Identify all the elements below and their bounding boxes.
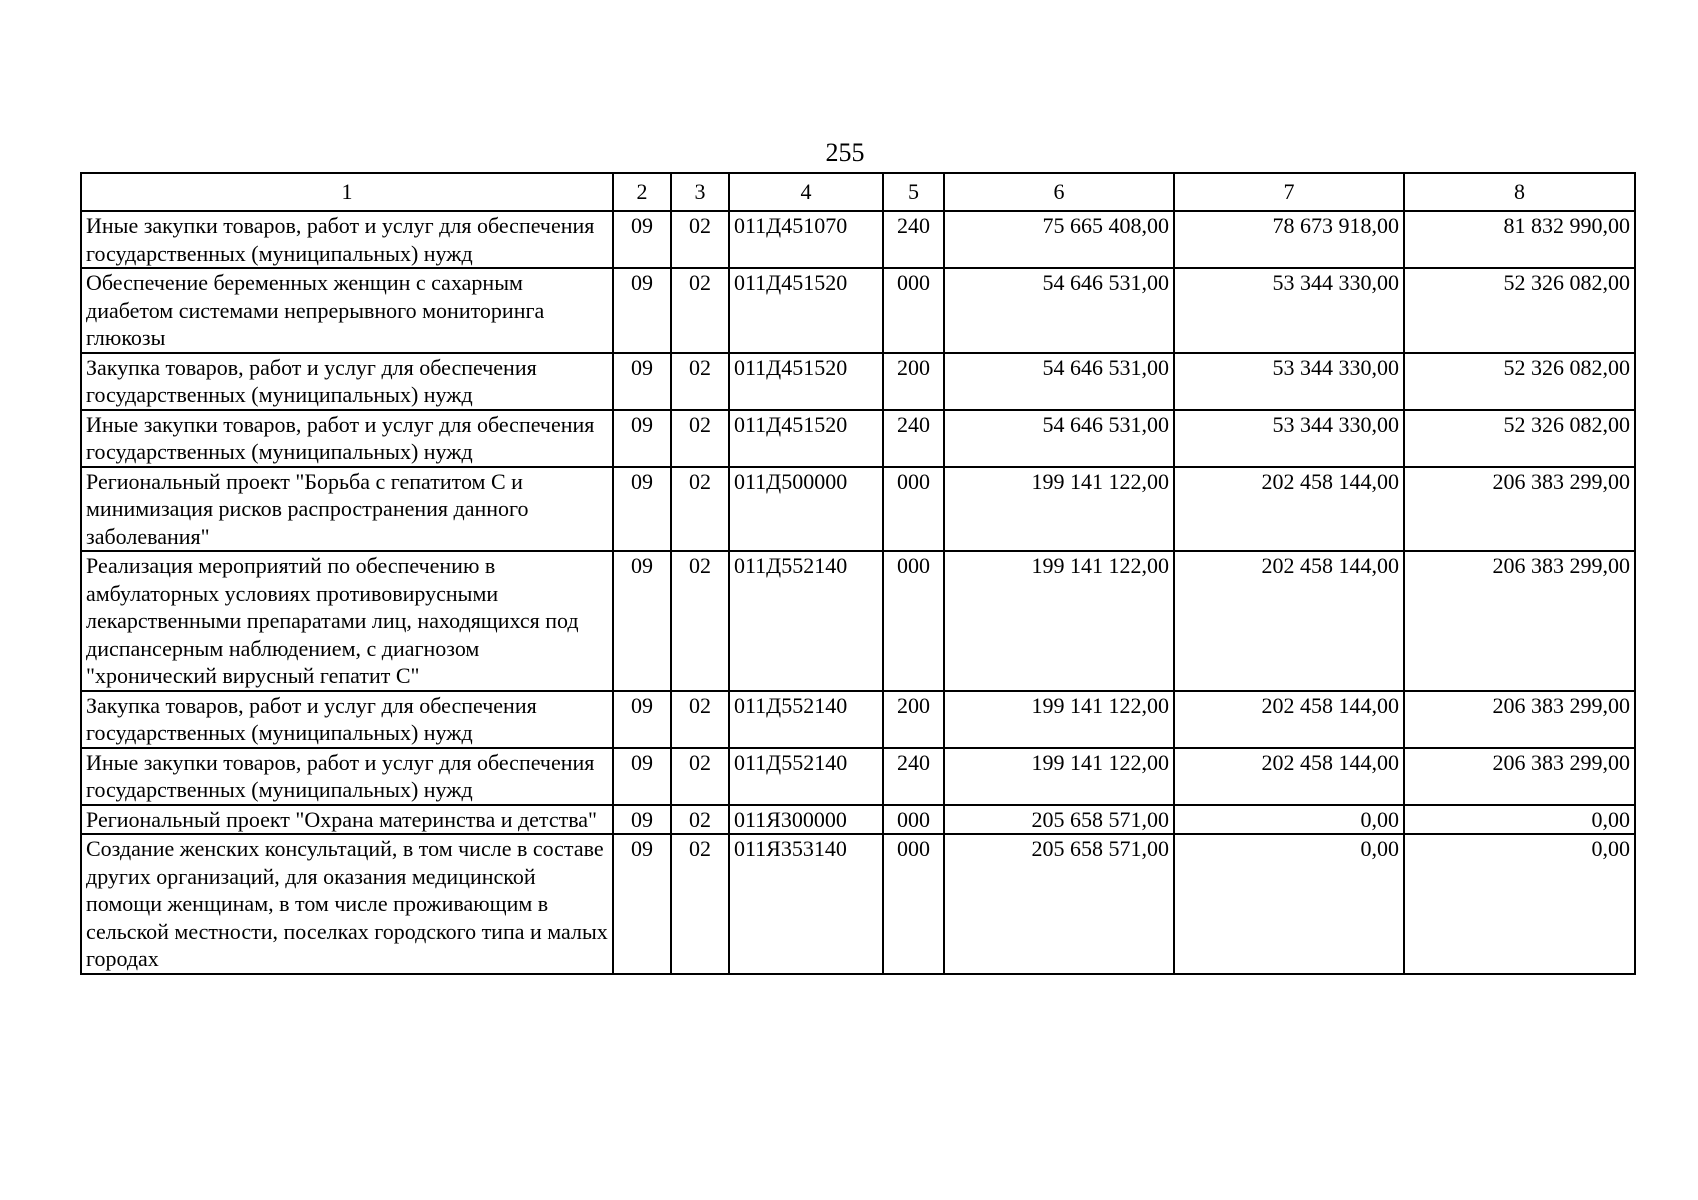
row-subsection-code: 02 [671, 211, 729, 268]
row-name: Иные закупки товаров, работ и услуг для обеспечения государственных (муниципальных) нужд [81, 410, 613, 467]
row-amount-col6: 54 646 531,00 [944, 353, 1174, 410]
row-section-code: 09 [613, 834, 671, 974]
row-amount-col6: 199 141 122,00 [944, 748, 1174, 805]
column-header-3: 3 [671, 173, 729, 211]
row-target-article: 011Д552140 [729, 691, 883, 748]
row-target-article: 011Д451520 [729, 268, 883, 353]
row-amount-col6: 199 141 122,00 [944, 467, 1174, 552]
row-amount-col7: 202 458 144,00 [1174, 467, 1404, 552]
row-amount-col7: 202 458 144,00 [1174, 691, 1404, 748]
row-expense-type: 240 [883, 410, 944, 467]
row-target-article: 011Д451520 [729, 410, 883, 467]
row-section-code: 09 [613, 410, 671, 467]
row-target-article: 011Д552140 [729, 748, 883, 805]
row-target-article: 011Я300000 [729, 805, 883, 835]
row-target-article: 011Д500000 [729, 467, 883, 552]
column-header-4: 4 [729, 173, 883, 211]
row-amount-col8: 52 326 082,00 [1404, 268, 1635, 353]
row-subsection-code: 02 [671, 748, 729, 805]
row-subsection-code: 02 [671, 353, 729, 410]
row-amount-col6: 205 658 571,00 [944, 834, 1174, 974]
row-amount-col6: 199 141 122,00 [944, 691, 1174, 748]
row-expense-type: 000 [883, 805, 944, 835]
row-subsection-code: 02 [671, 805, 729, 835]
row-amount-col6: 75 665 408,00 [944, 211, 1174, 268]
table-row [81, 211, 1635, 268]
row-amount-col8: 0,00 [1404, 834, 1635, 974]
row-amount-col7: 78 673 918,00 [1174, 211, 1404, 268]
table-body [81, 211, 1635, 974]
row-expense-type: 200 [883, 353, 944, 410]
column-header-6: 6 [944, 173, 1174, 211]
column-header-2: 2 [613, 173, 671, 211]
row-section-code: 09 [613, 467, 671, 552]
column-header-1: 1 [81, 173, 613, 211]
row-amount-col8: 206 383 299,00 [1404, 691, 1635, 748]
row-name: Реализация мероприятий по обеспечению в амбулаторных условиях противовирусными лекарственными препаратами лиц, находящихся под диспансерным наблюдением, с диагнозом "хронический вирусный гепатит С" [81, 551, 613, 691]
row-amount-col8: 206 383 299,00 [1404, 748, 1635, 805]
row-amount-col6: 205 658 571,00 [944, 805, 1174, 835]
table-row [81, 551, 1635, 691]
table-row [81, 834, 1635, 974]
column-header-5: 5 [883, 173, 944, 211]
row-expense-type: 000 [883, 834, 944, 974]
row-expense-type: 000 [883, 551, 944, 691]
budget-table [80, 172, 1636, 975]
row-amount-col8: 206 383 299,00 [1404, 551, 1635, 691]
row-target-article: 011Д451070 [729, 211, 883, 268]
row-amount-col8: 52 326 082,00 [1404, 353, 1635, 410]
row-amount-col8: 206 383 299,00 [1404, 467, 1635, 552]
row-expense-type: 000 [883, 467, 944, 552]
row-name: Иные закупки товаров, работ и услуг для обеспечения государственных (муниципальных) нужд [81, 748, 613, 805]
row-amount-col6: 199 141 122,00 [944, 551, 1174, 691]
row-amount-col7: 0,00 [1174, 834, 1404, 974]
row-section-code: 09 [613, 353, 671, 410]
row-expense-type: 240 [883, 748, 944, 805]
row-section-code: 09 [613, 268, 671, 353]
row-name: Закупка товаров, работ и услуг для обеспечения государственных (муниципальных) нужд [81, 353, 613, 410]
row-subsection-code: 02 [671, 551, 729, 691]
row-name: Региональный проект "Борьба с гепатитом С и минимизация рисков распространения данного заболевания" [81, 467, 613, 552]
table-row [81, 748, 1635, 805]
header-row [81, 173, 1635, 211]
row-name: Обеспечение беременных женщин с сахарным диабетом системами непрерывного мониторинга глюкозы [81, 268, 613, 353]
row-section-code: 09 [613, 551, 671, 691]
row-expense-type: 240 [883, 211, 944, 268]
table-row [81, 410, 1635, 467]
page-number [0, 138, 1698, 168]
row-target-article: 011Д451520 [729, 353, 883, 410]
page-number-text: 255 [825, 138, 865, 167]
row-amount-col8: 52 326 082,00 [1404, 410, 1635, 467]
row-section-code: 09 [613, 211, 671, 268]
row-subsection-code: 02 [671, 691, 729, 748]
row-subsection-code: 02 [671, 467, 729, 552]
column-header-8: 8 [1404, 173, 1635, 211]
row-section-code: 09 [613, 748, 671, 805]
row-target-article: 011Я353140 [729, 834, 883, 974]
row-amount-col8: 0,00 [1404, 805, 1635, 835]
row-expense-type: 200 [883, 691, 944, 748]
table-row [81, 467, 1635, 552]
row-amount-col7: 53 344 330,00 [1174, 268, 1404, 353]
row-subsection-code: 02 [671, 410, 729, 467]
row-amount-col8: 81 832 990,00 [1404, 211, 1635, 268]
row-expense-type: 000 [883, 268, 944, 353]
row-name: Иные закупки товаров, работ и услуг для обеспечения государственных (муниципальных) нужд [81, 211, 613, 268]
row-name: Закупка товаров, работ и услуг для обеспечения государственных (муниципальных) нужд [81, 691, 613, 748]
table-row [81, 268, 1635, 353]
row-amount-col7: 202 458 144,00 [1174, 551, 1404, 691]
table-row [81, 805, 1635, 835]
row-subsection-code: 02 [671, 834, 729, 974]
table-row [81, 691, 1635, 748]
row-name: Региональный проект "Охрана материнства и детства" [81, 805, 613, 835]
row-amount-col6: 54 646 531,00 [944, 410, 1174, 467]
row-section-code: 09 [613, 691, 671, 748]
row-name: Создание женских консультаций, в том числе в составе других организаций, для оказания медицинской помощи женщинам, в том числе проживающим в сельской местности, поселках городского типа и малых городах [81, 834, 613, 974]
row-subsection-code: 02 [671, 268, 729, 353]
row-amount-col7: 53 344 330,00 [1174, 353, 1404, 410]
column-header-7: 7 [1174, 173, 1404, 211]
row-target-article: 011Д552140 [729, 551, 883, 691]
row-amount-col7: 53 344 330,00 [1174, 410, 1404, 467]
row-amount-col7: 0,00 [1174, 805, 1404, 835]
row-amount-col6: 54 646 531,00 [944, 268, 1174, 353]
row-amount-col7: 202 458 144,00 [1174, 748, 1404, 805]
table-row [81, 353, 1635, 410]
row-section-code: 09 [613, 805, 671, 835]
